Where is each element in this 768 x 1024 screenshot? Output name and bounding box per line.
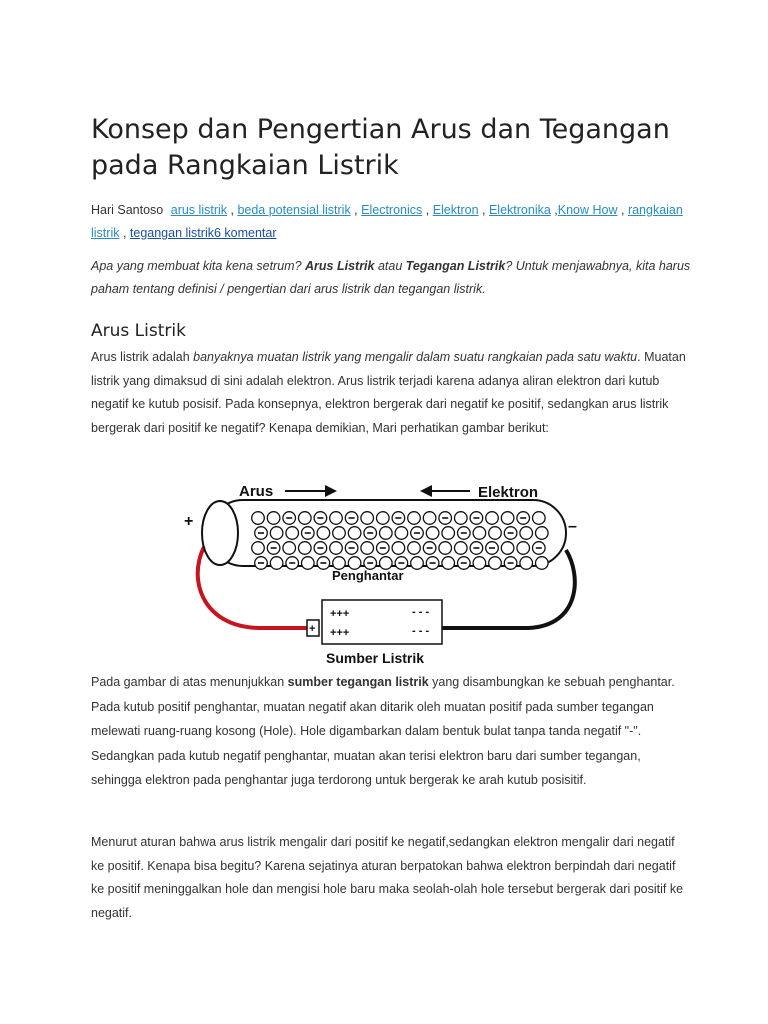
hole-particle [333,527,346,540]
paragraph-text: Arus listrik adalah [91,350,194,364]
hole-particle [361,512,374,525]
hole-particle [489,557,502,570]
hole-particle [520,557,533,570]
hole-particle [501,512,514,525]
intro-text: ? Untuk menjawabnya, kita harus paham tentang definisi / pengertian dari arus listrik dan tegangan listrik. [91,259,691,296]
paragraph [91,670,691,793]
battery-minus-row: - - - [412,625,430,637]
hole-particle [283,542,296,555]
hole-particle [442,557,455,570]
hole-particle [520,527,533,540]
battery-terminal-sign: + [309,623,316,635]
label-sumber-listrik: Sumber Listrik [326,650,425,666]
circuit-diagram [180,476,590,670]
hole-particle [536,557,549,570]
post-meta: Hari Santoso arus listrik , beda potensial listrik , Electronics , Elektron , Elektronika ,Know How , rangkaian listrik , tegangan listrik6 komentar [91,203,683,240]
hole-particle [270,557,283,570]
hole-particle [473,557,486,570]
hole-particle [299,542,312,555]
tag-link[interactable]: Elektronika [488,203,551,217]
hole-particle [517,542,530,555]
arus-arrowhead [325,485,337,497]
hole-particle [411,557,424,570]
hole-particle [330,512,343,525]
hole-particle [473,527,486,540]
hole-particle [442,527,455,540]
label-elektron: Elektron [478,484,539,501]
paragraph-text: . Muatan listrik yang dimaksud di sini adalah elektron. Arus listrik terjadi karena adanya aliran elektron dari kutub negatif ke kutub posisif. Pada konsepnya, elektron bergerak dari negatif ke positif, sedangkan arus listrik bergerak dari positif ke negatif? Kenapa demikian, Mari perhatikan gambar berikut: [91,350,686,435]
article-title: Konsep dan Pengertian Arus dan Tegangan pada Rangkaian Listrik [91,114,670,181]
plus-sign: + [184,513,194,530]
conductor-end [202,501,238,565]
intro-bold: Tegangan Listrik [405,259,506,273]
battery-plus-row: +++ [330,608,350,620]
hole-particle [533,512,546,525]
paragraph-bold: sumber tegangan listrik [287,675,429,689]
tag-link[interactable]: tegangan listrik [129,226,214,240]
hole-particle [317,527,330,540]
hole-particle [423,512,436,525]
author-name: Hari Santoso [91,203,164,217]
label-arus: Arus [239,483,274,500]
hole-particle [408,542,421,555]
minus-sign: – [568,518,577,535]
tag-link[interactable]: beda potensial listrik [237,203,351,217]
paragraph: Menurut aturan bahwa arus listrik mengalir dari positif ke negatif,sedangkan elektron mengalir dari negatif ke positif. Kenapa bisa begitu? Karena sejatinya aturan berpatokan bahwa elektron berpindah dari negatif ke positif meninggalkan hole dan mengisi hole baru maka seolah-olah hole tersebut bergerak dari positif ke negatif. [91,835,684,920]
tag-link[interactable]: rangkaian listrik [91,203,683,240]
tag-link[interactable]: Know How [557,203,618,217]
intro-text: Apa yang membuat kita kena setrum? [91,259,306,273]
tag-link[interactable]: Elektron [432,203,479,217]
hole-particle [330,542,343,555]
hole-particle [455,542,468,555]
hole-particle [489,527,502,540]
tag-link[interactable]: arus listrik [170,203,228,217]
hole-particle [536,527,549,540]
hole-particle [348,527,361,540]
hole-particle [455,512,468,525]
hole-particle [395,527,408,540]
intro-bold: Arus Listrik [305,259,375,273]
hole-particle [270,527,283,540]
hole-particle [267,512,280,525]
elektron-arrowhead [420,485,432,497]
battery-plus-row: +++ [330,627,350,639]
hole-particle [252,512,265,525]
hole-particle [408,512,421,525]
intro-text: atau [374,259,406,273]
hole-particle [252,542,265,555]
hole-particle [439,542,452,555]
paragraph [91,346,691,440]
hole-particle [426,527,439,540]
circuit-svg [180,476,590,670]
hole-particle [392,542,405,555]
hole-particle [380,527,393,540]
hole-particle [486,512,499,525]
section-heading: Arus Listrik [91,321,186,341]
battery-minus-row: - - - [412,606,430,618]
hole-particle [302,557,315,570]
hole-particle [286,527,299,540]
paragraph-italic: banyaknya muatan listrik yang mengalir dalam suatu rangkaian pada satu waktu [193,350,638,364]
paragraph-text: Pada gambar di atas menunjukkan [91,675,288,689]
label-penghantar: Penghantar [332,568,404,583]
tag-link[interactable]: Electronics [361,203,423,217]
hole-particle [501,542,514,555]
hole-particle [377,512,390,525]
comments-link[interactable]: 6 komentar [213,226,277,240]
hole-particle [299,512,312,525]
paragraph-text: yang disambungkan ke sebuah penghantar. Pada kutub positif penghantar, muatan negatif akan ditarik oleh muatan positif pada sumber tegangan melewati ruang-ruang kosong (Hole). Hole digambarkan dalam bentuk bulat tanpa tanda negatif "-". Sedangkan pada kutub negatif penghantar, muatan akan terisi elektron baru dari sumber tegangan, sehingga elektron pada penghantar juga terdorong untuk bergerak ke arah kutub posisitif. [91,675,675,787]
hole-particle [361,542,374,555]
intro-paragraph [91,255,691,301]
